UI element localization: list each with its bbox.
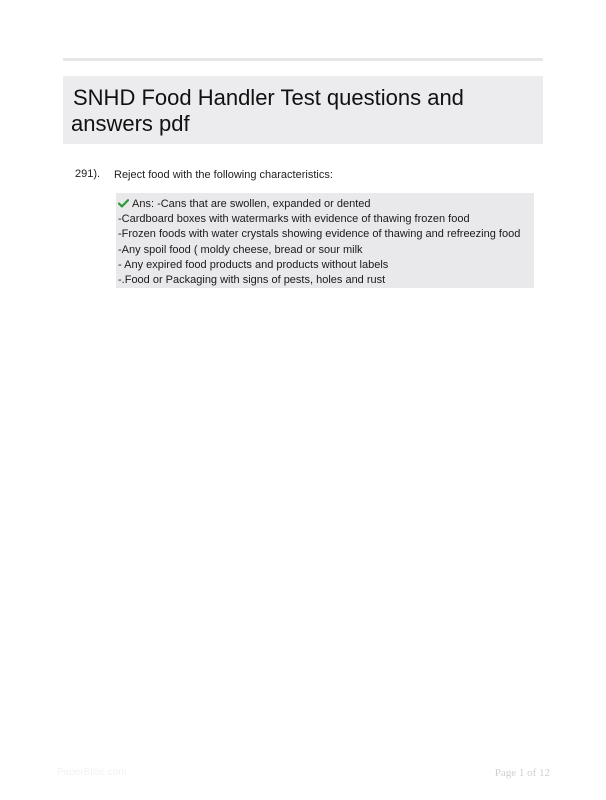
answer-line: -Frozen foods with water crystals showing evidence of thawing and refreezing food bbox=[118, 228, 521, 241]
answer-line: -.Food or Packaging with signs of pests, holes and rust bbox=[118, 274, 386, 287]
question-number: 291). bbox=[75, 168, 101, 180]
answer-line: -Cardboard boxes with watermarks with evidence of thawing frozen food bbox=[118, 213, 470, 226]
answer-line: -Any spoil food ( moldy cheese, bread or sour milk bbox=[118, 243, 363, 256]
title-banner bbox=[63, 76, 543, 144]
page-title: SNHD Food Handler Test questions and answers pdf bbox=[71, 85, 464, 136]
answer-line bbox=[118, 197, 534, 212]
page-indicator: Page 1 of 12 bbox=[494, 767, 550, 779]
checkmark-icon bbox=[118, 199, 129, 208]
answer-line: - Any expired food products and products without labels bbox=[118, 258, 389, 271]
answer-box bbox=[116, 193, 534, 288]
header-divider bbox=[63, 58, 543, 61]
answer-text: Ans: -Cans that are swollen, expanded or dented bbox=[132, 198, 371, 210]
footer-watermark: PaperBlitic.com bbox=[57, 767, 127, 778]
question-text: Reject food with the following characteristics: bbox=[114, 169, 333, 181]
